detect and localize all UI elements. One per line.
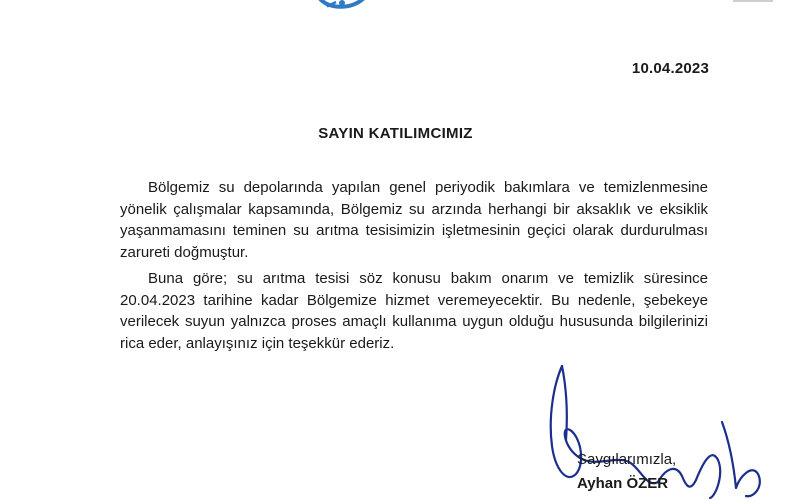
paragraph-1: Bölgemiz su depolarında yapılan genel periyodik bakımlara ve temizlenmesine yönelik çalışmalar kapsamında, Bölgemiz su arzında herhangi bir aksaklık ve eksiklik yaşanmamasını teminen su arıtma tesisimizin işletmesinin geçici olarak durdurulması zarureti doğmuştur. [120,179,708,261]
organization-logo-icon [312,0,372,10]
letter-body [120,177,708,354]
closing-salutation: Saygılarımızla, [577,451,677,468]
letter-heading: SAYIN KATILIMCIMIZ [318,125,473,142]
signer-name: Ayhan ÖZER [577,475,669,492]
closing-block [577,448,676,496]
top-right-mark [733,0,773,3]
paragraph-2: Buna göre; su arıtma tesisi söz konusu bakım onarım ve temizlik süresince 20.04.2023 tarihine kadar Bölgemize hizmet veremeyecektir. Bu nedenle, şebekeye verilecek suyun yalnızca proses amaçlı kullanıma uygun olduğu hususunda bilgilerinizi rica eder, anlayışınız için teşekkür ederiz. [120,270,708,352]
letter-date: 10.04.2023 [631,60,709,77]
